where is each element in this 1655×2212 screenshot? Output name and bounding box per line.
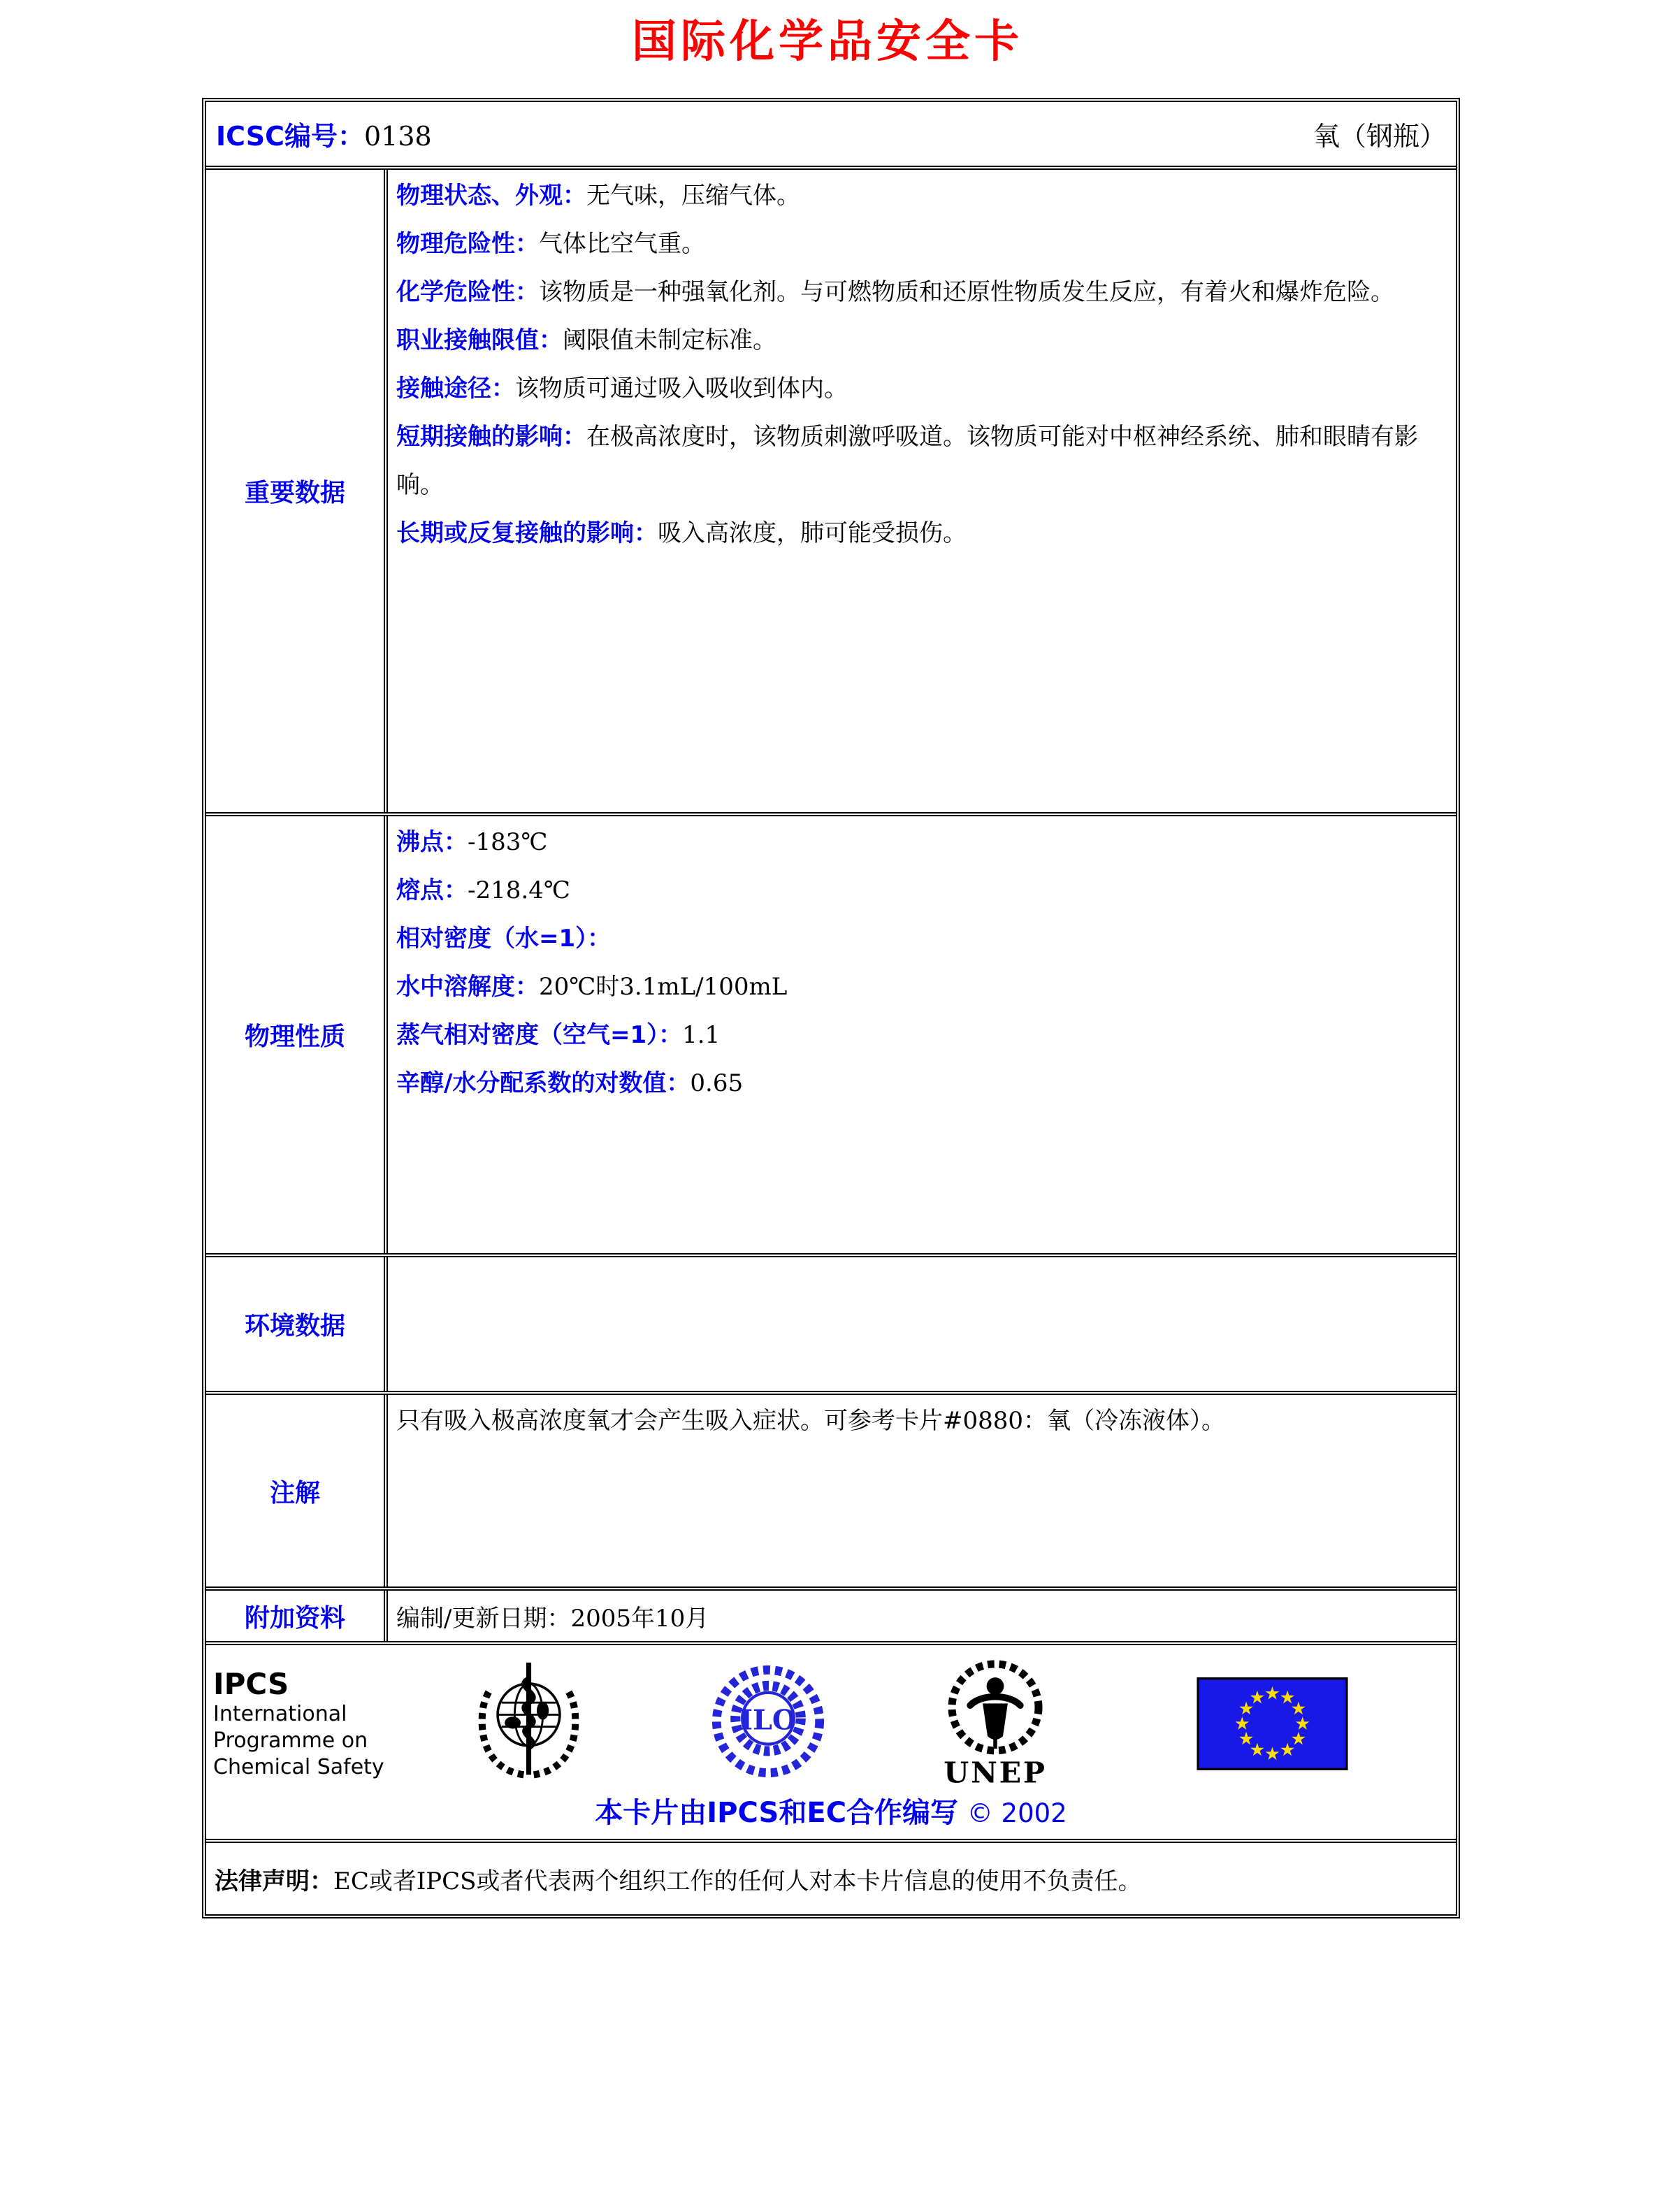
field-label: 水中溶解度： (396, 973, 539, 1001)
field-value: 吸入高浓度，肺可能受损伤。 (658, 519, 967, 547)
icsc-number-group (216, 115, 432, 153)
field-melting-point (396, 867, 1447, 915)
field-label: 短期接触的影响： (396, 423, 586, 451)
field-value: 阈限值未制定标准。 (563, 326, 776, 354)
field-chemical-danger (396, 268, 1447, 317)
logos-row (206, 1645, 1456, 1843)
field-physical-danger (396, 220, 1447, 268)
field-label: 职业接触限值： (396, 326, 563, 354)
field-label: 化学危险性： (396, 278, 539, 306)
field-value: 无气味，压缩气体。 (586, 182, 800, 210)
section-environmental-data (206, 1257, 1456, 1395)
substance-name: 氧（钢瓶） (1313, 121, 1446, 152)
eu-flag (1197, 1677, 1348, 1770)
field-value: 在极高浓度时，该物质刺激呼吸道。该物质可能对中枢神经系统、肺和眼睛有影响。 (396, 423, 1418, 499)
section-label-physical-properties: 物理性质 (206, 816, 388, 1253)
field-water-solubility (396, 963, 1447, 1011)
unep-figure (970, 1677, 1020, 1749)
section-label-environmental-data: 环境数据 (206, 1257, 388, 1391)
field-value: -218.4℃ (468, 876, 570, 904)
notes-content (388, 1395, 1456, 1586)
legal-text: EC或者IPCS或者代表两个组织工作的任何人对本卡片信息的使用不负责任。 (333, 1867, 1142, 1895)
field-value: 该物质是一种强氧化剂。与可燃物质和还原性物质发生反应，有着火和爆炸危险。 (539, 278, 1394, 306)
ipcs-line-2: Programme on (213, 1728, 368, 1753)
ipcs-acronym: IPCS (213, 1667, 289, 1701)
field-boiling-point (396, 818, 1447, 867)
credit-line (206, 1791, 1456, 1830)
legal-label: 法律声明： (215, 1867, 333, 1895)
who-serpent (524, 1679, 533, 1748)
field-long-term-effects (396, 509, 1447, 558)
field-label: 接触途径： (396, 375, 515, 403)
ilo-monogram: ILO (739, 1704, 797, 1737)
field-label: 长期或反复接触的影响： (396, 519, 658, 547)
section-label-additional-info: 附加资料 (206, 1591, 388, 1641)
ipcs-line-1: International (213, 1702, 347, 1726)
notes-text (396, 1397, 1447, 1445)
ipcs-line-3: Chemical Safety (213, 1755, 384, 1779)
field-value: 20℃时3.1mL/100mL (539, 973, 788, 1001)
ipcs-text-block (213, 1668, 384, 1781)
field-vapor-density (396, 1011, 1447, 1060)
header-row (206, 102, 1456, 170)
section-physical-properties (206, 816, 1456, 1257)
copyright-text: © 2002 (967, 1798, 1067, 1828)
section-important-data (206, 170, 1456, 816)
additional-info-content (388, 1591, 1456, 1641)
page-title: 国际化学品安全卡 (632, 16, 1023, 68)
field-label: 熔点： (396, 876, 468, 904)
ilo-logo (704, 1662, 832, 1781)
update-date-text: 编制/更新日期：2005年10月 (396, 1604, 709, 1633)
section-notes (206, 1395, 1456, 1591)
field-short-term-effects (396, 413, 1447, 509)
field-value: -183℃ (468, 828, 548, 856)
credit-text: 本卡片由IPCS和EC合作编写 (595, 1797, 959, 1829)
physical-properties-content (388, 816, 1456, 1253)
who-logo (464, 1661, 593, 1781)
field-label: 相对密度（水=1）： (396, 925, 612, 953)
field-occupational-limit (396, 317, 1447, 365)
unep-logo (932, 1659, 1058, 1789)
field-label: 物理危险性： (396, 230, 539, 258)
icsc-number-value: 0138 (364, 121, 432, 152)
field-label: 物理状态、外观： (396, 182, 586, 210)
section-additional-info (206, 1591, 1456, 1645)
environmental-data-content (388, 1257, 1456, 1391)
field-label: 沸点： (396, 828, 468, 856)
field-value: 该物质可通过吸入吸收到体内。 (515, 375, 848, 403)
field-value: 1.1 (682, 1021, 721, 1049)
field-value: 气体比空气重。 (539, 230, 705, 258)
important-data-content (388, 170, 1456, 812)
field-relative-density (396, 915, 1447, 963)
icsc-number-label: ICSC编号： (216, 121, 364, 152)
icsc-table (202, 98, 1460, 1918)
field-exposure-route (396, 365, 1447, 413)
field-value: 0.65 (690, 1069, 744, 1097)
section-label-notes: 注解 (206, 1395, 388, 1586)
field-label: 蒸气相对密度（空气=1）： (396, 1021, 683, 1049)
section-label-important-data: 重要数据 (206, 170, 388, 812)
field-label: 辛醇/水分配系数的对数值： (396, 1069, 691, 1097)
field-physical-state (396, 172, 1447, 220)
header-wrap (206, 115, 1456, 153)
unep-wordmark: UNEP (944, 1755, 1047, 1789)
field-octanol-water (396, 1060, 1447, 1108)
field-value: 只有吸入极高浓度氧才会产生吸入症状。可参考卡片#0880：氧（冷冻液体）。 (396, 1407, 1226, 1435)
legal-row (206, 1843, 1456, 1914)
